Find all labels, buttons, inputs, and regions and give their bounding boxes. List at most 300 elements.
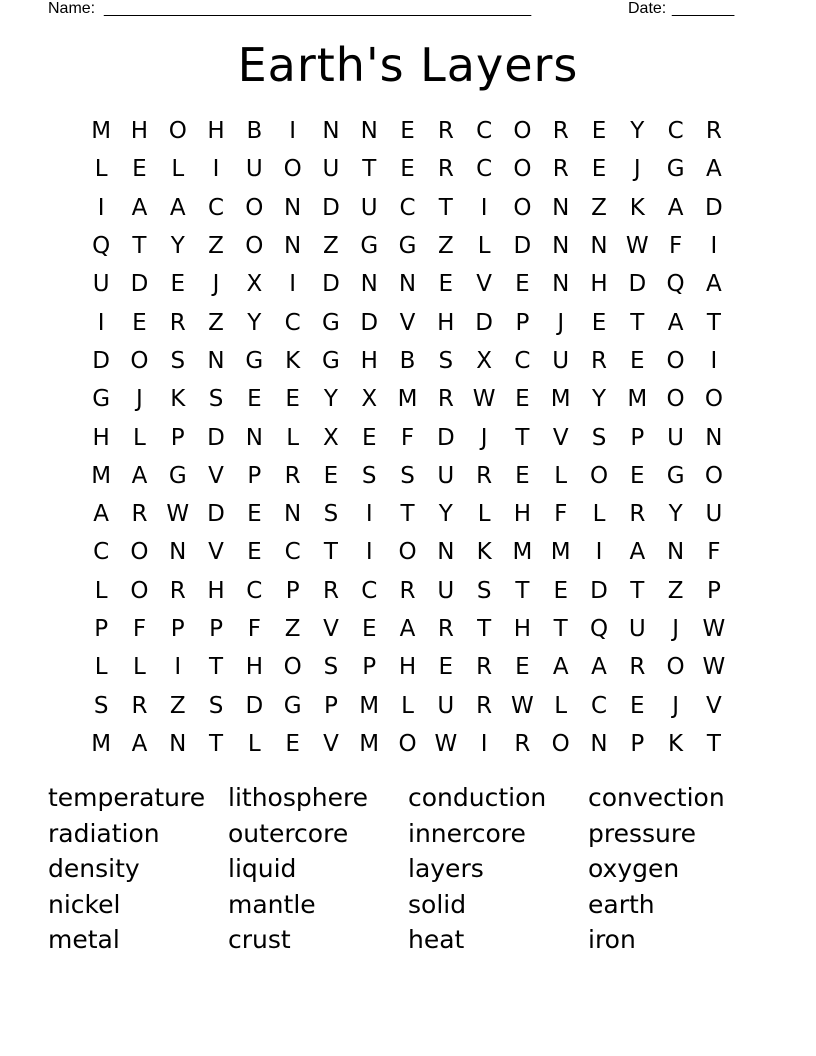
grid-letter[interactable]: V — [323, 616, 339, 642]
grid-letter[interactable]: V — [208, 462, 224, 489]
grid-letter[interactable]: S — [208, 692, 224, 719]
grid-letter[interactable]: G — [92, 386, 111, 413]
grid-letter[interactable]: S — [93, 692, 109, 719]
grid-letter[interactable]: Y — [438, 501, 453, 528]
grid-letter[interactable]: V — [476, 271, 492, 298]
grid-letter[interactable]: E — [515, 462, 530, 489]
grid-letter[interactable]: D — [322, 271, 340, 298]
grid-letter[interactable]: D — [436, 424, 455, 451]
grid-letter[interactable]: M — [91, 730, 112, 757]
grid-letter[interactable]: Z — [208, 233, 224, 260]
grid-letter[interactable]: A — [552, 654, 569, 681]
grid-letter[interactable]: G — [322, 309, 340, 336]
grid-letter[interactable]: Z — [208, 309, 224, 336]
grid-letter[interactable]: T — [706, 730, 721, 757]
grid-letter[interactable]: Q — [589, 616, 609, 642]
grid-letter[interactable]: A — [667, 309, 684, 336]
grid-letter[interactable]: C — [93, 539, 110, 566]
grid-letter[interactable]: I — [97, 309, 105, 336]
grid-letter[interactable]: C — [361, 577, 378, 604]
grid-letter[interactable]: A — [169, 194, 186, 221]
grid-letter[interactable]: P — [285, 577, 300, 604]
grid-letter[interactable]: X — [476, 347, 492, 374]
grid-letter[interactable]: D — [130, 271, 149, 298]
grid-letter[interactable]: E — [361, 424, 377, 451]
grid-letter[interactable]: D — [705, 194, 723, 221]
grid-letter[interactable]: Z — [169, 692, 186, 719]
grid-letter[interactable]: R — [437, 156, 454, 183]
grid-letter[interactable]: A — [706, 156, 722, 183]
grid-letter[interactable]: D — [207, 501, 225, 528]
grid-letter[interactable]: M — [512, 539, 533, 566]
grid-letter[interactable]: N — [552, 194, 570, 221]
grid-letter[interactable]: J — [212, 271, 220, 298]
grid-letter[interactable]: J — [672, 692, 679, 719]
word-bank-item: radiation — [48, 818, 160, 848]
grid-letter[interactable]: E — [323, 462, 339, 489]
grid-letter[interactable]: P — [630, 424, 645, 451]
grid-letter[interactable]: Y — [170, 233, 185, 260]
grid-letter[interactable]: U — [705, 501, 723, 528]
grid-letter[interactable]: E — [132, 156, 147, 183]
grid-letter[interactable]: L — [592, 501, 606, 528]
grid-letter[interactable]: H — [360, 347, 378, 374]
grid-letter[interactable]: S — [323, 501, 339, 528]
grid-letter[interactable]: U — [92, 271, 110, 298]
grid-letter[interactable]: I — [365, 501, 373, 528]
grid-letter[interactable]: N — [360, 271, 378, 298]
grid-letter[interactable]: N — [552, 271, 570, 298]
grid-letter[interactable]: T — [323, 539, 338, 566]
grid-letter[interactable]: I — [480, 194, 488, 221]
grid-letter[interactable]: L — [133, 424, 146, 451]
grid-letter[interactable]: I — [289, 118, 297, 145]
grid-letter[interactable]: V — [323, 730, 339, 757]
grid-letter[interactable]: L — [94, 156, 108, 183]
grid-letter[interactable]: R — [322, 577, 339, 604]
grid-letter[interactable]: H — [513, 616, 532, 642]
grid-letter[interactable]: W — [702, 616, 726, 642]
grid-letter[interactable]: E — [591, 156, 607, 183]
word-bank-item: innercore — [408, 818, 526, 848]
grid-letter[interactable]: P — [209, 616, 223, 642]
grid-letter[interactable]: R — [131, 501, 148, 528]
grid-letter[interactable]: H — [398, 654, 417, 681]
grid-letter[interactable]: H — [513, 501, 532, 528]
grid-letter[interactable]: P — [247, 462, 262, 489]
grid-letter[interactable]: T — [132, 233, 147, 260]
grid-letter[interactable]: T — [630, 577, 645, 604]
grid-letter[interactable]: Y — [630, 118, 645, 145]
grid-letter[interactable]: O — [704, 462, 723, 489]
grid-letter[interactable]: M — [359, 692, 380, 719]
grid-letter[interactable]: F — [247, 616, 261, 642]
grid-letter[interactable]: R — [476, 654, 493, 681]
grid-letter[interactable]: M — [91, 118, 112, 145]
grid-letter[interactable]: W — [472, 386, 496, 413]
grid-letter[interactable]: R — [437, 118, 454, 145]
grid-letter[interactable]: U — [245, 156, 263, 183]
grid-letter[interactable]: N — [169, 730, 187, 757]
grid-letter[interactable]: O — [589, 462, 609, 489]
grid-letter[interactable]: R — [591, 347, 607, 374]
grid-letter[interactable]: R — [284, 462, 301, 489]
grid-letter[interactable]: N — [437, 539, 455, 566]
grid-letter[interactable]: T — [477, 616, 492, 642]
word-bank-item: conduction — [408, 783, 547, 812]
date-blank-line[interactable]: _______ — [672, 0, 735, 17]
grid-letter[interactable]: W — [434, 730, 458, 757]
grid-letter[interactable]: U — [322, 156, 340, 183]
grid-letter[interactable]: D — [628, 271, 647, 298]
grid-letter[interactable]: K — [668, 730, 684, 757]
grid-letter[interactable]: E — [591, 309, 607, 336]
grid-letter[interactable]: D — [245, 692, 264, 719]
grid-letter[interactable]: E — [630, 347, 645, 374]
grid-letter[interactable]: I — [289, 271, 297, 298]
grid-letter[interactable]: G — [666, 462, 685, 489]
grid-letter[interactable]: N — [284, 501, 302, 528]
grid-letter[interactable]: S — [591, 424, 607, 451]
grid-letter[interactable]: O — [168, 118, 187, 145]
grid-letter[interactable]: D — [207, 424, 225, 451]
grid-letter[interactable]: Q — [92, 233, 111, 260]
grid-letter[interactable]: J — [480, 424, 488, 451]
grid-letter[interactable]: E — [438, 654, 454, 681]
grid-letter[interactable]: E — [247, 501, 262, 528]
grid-letter[interactable]: I — [595, 539, 603, 566]
grid-letter[interactable]: O — [513, 156, 532, 183]
grid-letter[interactable]: N — [284, 194, 302, 221]
grid-letter[interactable]: Y — [323, 386, 338, 413]
grid-letter[interactable]: R — [552, 118, 569, 145]
grid-letter[interactable]: E — [630, 462, 645, 489]
grid-letter[interactable]: U — [552, 347, 570, 374]
grid-letter[interactable]: R — [629, 654, 646, 681]
grid-letter[interactable]: L — [477, 233, 491, 260]
grid-letter[interactable]: G — [322, 347, 340, 374]
grid-letter[interactable]: V — [706, 692, 722, 719]
grid-letter[interactable]: E — [591, 118, 607, 145]
grid-letter[interactable]: T — [362, 156, 377, 183]
grid-letter[interactable]: Z — [323, 233, 339, 260]
grid-letter[interactable]: L — [94, 654, 108, 681]
grid-letter[interactable]: I — [710, 233, 718, 260]
grid-letter[interactable]: M — [359, 730, 380, 757]
grid-letter[interactable]: M — [550, 539, 571, 566]
grid-letter[interactable]: A — [131, 730, 148, 757]
word-bank-item: temperature — [48, 783, 206, 812]
grid-letter[interactable]: R — [437, 386, 454, 413]
word-bank-item: liquid — [228, 854, 297, 883]
grid-letter[interactable]: T — [630, 309, 645, 336]
grid-letter[interactable]: P — [706, 577, 721, 604]
grid-letter[interactable]: S — [476, 577, 492, 604]
grid-letter[interactable]: H — [245, 654, 263, 681]
grid-letter[interactable]: O — [513, 118, 532, 145]
grid-letter[interactable]: R — [476, 692, 493, 719]
grid-letter[interactable]: W — [625, 233, 649, 260]
grid-letter[interactable]: S — [438, 347, 454, 374]
grid-letter[interactable]: L — [477, 501, 491, 528]
grid-letter[interactable]: H — [207, 577, 225, 604]
word-bank-item: lithosphere — [228, 783, 369, 812]
grid-letter[interactable]: E — [438, 271, 454, 298]
grid-letter[interactable]: D — [475, 309, 493, 336]
grid-letter[interactable]: U — [667, 424, 685, 451]
grid-letter[interactable]: G — [245, 347, 264, 374]
grid-letter[interactable]: E — [515, 654, 530, 681]
grid-letter[interactable]: X — [323, 424, 339, 451]
grid-letter[interactable]: G — [360, 233, 379, 260]
grid-letter[interactable]: J — [557, 309, 565, 336]
grid-letter[interactable]: P — [323, 692, 338, 719]
grid-letter[interactable]: F — [554, 501, 568, 528]
grid-letter[interactable]: A — [591, 654, 607, 681]
grid-letter[interactable]: E — [132, 309, 147, 336]
grid-letter[interactable]: D — [590, 577, 608, 604]
grid-letter[interactable]: S — [170, 347, 186, 374]
grid-letter[interactable]: N — [705, 424, 723, 451]
grid-letter[interactable]: Z — [284, 616, 301, 642]
grid-letter[interactable]: O — [666, 386, 685, 413]
grid-letter[interactable]: J — [672, 616, 679, 642]
grid-letter[interactable]: E — [515, 386, 530, 413]
grid-letter[interactable]: W — [166, 501, 190, 528]
grid-letter[interactable]: O — [398, 539, 417, 566]
grid-letter[interactable]: O — [130, 577, 149, 604]
grid-letter[interactable]: H — [437, 309, 455, 336]
grid-letter[interactable]: H — [590, 271, 608, 298]
grid-letter[interactable]: C — [284, 539, 301, 566]
grid-letter[interactable]: E — [247, 539, 262, 566]
grid-letter[interactable]: C — [399, 194, 416, 221]
grid-letter[interactable]: N — [360, 118, 378, 145]
grid-letter[interactable]: U — [437, 692, 455, 719]
grid-letter[interactable]: C — [476, 118, 493, 145]
grid-letter[interactable]: R — [476, 462, 493, 489]
grid-letter[interactable]: N — [169, 539, 187, 566]
grid-letter[interactable]: T — [209, 654, 224, 681]
grid-letter[interactable]: R — [169, 577, 186, 604]
grid-letter[interactable]: O — [666, 347, 685, 374]
grid-letter[interactable]: O — [130, 347, 149, 374]
grid-letter[interactable]: M — [550, 386, 571, 413]
grid-letter[interactable]: N — [207, 347, 225, 374]
grid-letter[interactable]: A — [667, 194, 684, 221]
grid-letter[interactable]: N — [284, 233, 302, 260]
grid-letter[interactable]: I — [212, 156, 220, 183]
grid-letter[interactable]: V — [399, 309, 416, 336]
grid-letter[interactable]: Q — [666, 271, 685, 298]
grid-letter[interactable]: N — [552, 233, 570, 260]
grid-letter[interactable]: R — [629, 501, 646, 528]
grid-letter[interactable]: Z — [591, 194, 607, 221]
grid-letter[interactable]: C — [476, 156, 493, 183]
grid-letter[interactable]: K — [285, 347, 301, 374]
grid-letter[interactable]: Y — [591, 386, 607, 413]
grid-letter[interactable]: C — [667, 118, 684, 145]
grid-letter[interactable]: R — [552, 156, 569, 183]
grid-letter[interactable]: K — [476, 539, 492, 566]
grid-letter[interactable]: Z — [667, 577, 684, 604]
grid-letter[interactable]: I — [174, 654, 182, 681]
grid-letter[interactable]: O — [283, 156, 302, 183]
grid-letter[interactable]: T — [209, 730, 224, 757]
grid-letter[interactable]: R — [131, 692, 148, 719]
grid-letter[interactable]: M — [627, 386, 648, 413]
grid-letter[interactable]: O — [513, 194, 532, 221]
grid-letter[interactable]: N — [590, 233, 608, 260]
grid-letter[interactable]: E — [400, 156, 415, 183]
grid-letter[interactable]: N — [398, 271, 417, 298]
grid-letter[interactable]: E — [285, 730, 300, 757]
grid-letter[interactable]: L — [94, 577, 108, 604]
grid-letter[interactable]: E — [247, 386, 262, 413]
grid-letter[interactable]: G — [168, 462, 187, 489]
word-bank-item: iron — [588, 925, 636, 954]
grid-letter[interactable]: C — [284, 309, 301, 336]
grid-letter[interactable]: G — [283, 692, 302, 719]
grid-letter[interactable]: R — [514, 730, 531, 757]
name-blank-line[interactable]: ________________________________________________ — [104, 0, 532, 17]
grid-letter[interactable]: G — [666, 156, 685, 183]
grid-letter[interactable]: S — [208, 386, 224, 413]
grid-letter[interactable]: F — [707, 539, 721, 566]
grid-letter[interactable]: E — [630, 692, 645, 719]
grid-letter[interactable]: S — [400, 462, 415, 489]
grid-letter[interactable]: I — [480, 730, 488, 757]
grid-letter[interactable]: S — [323, 654, 339, 681]
grid-letter[interactable]: F — [668, 233, 683, 260]
grid-letter[interactable]: M — [397, 386, 418, 413]
grid-letter[interactable]: T — [515, 424, 530, 451]
grid-letter[interactable]: P — [94, 616, 109, 642]
grid-letter[interactable]: R — [705, 118, 722, 145]
grid-letter[interactable]: T — [706, 309, 721, 336]
grid-letter[interactable]: L — [247, 730, 261, 757]
grid-letter[interactable]: E — [285, 386, 300, 413]
grid-letter[interactable]: A — [399, 616, 416, 642]
grid-letter[interactable]: E — [515, 271, 530, 298]
grid-letter[interactable]: H — [130, 118, 149, 145]
grid-letter[interactable]: J — [136, 386, 143, 413]
grid-letter[interactable]: N — [666, 539, 685, 566]
grid-letter[interactable]: E — [361, 616, 377, 642]
grid-letter[interactable]: U — [360, 194, 378, 221]
grid-letter[interactable]: V — [552, 424, 569, 451]
grid-letter[interactable]: V — [208, 539, 224, 566]
grid-letter[interactable]: C — [590, 692, 608, 719]
grid-letter[interactable]: F — [400, 424, 415, 451]
grid-letter[interactable]: P — [170, 616, 185, 642]
grid-letter[interactable]: J — [633, 156, 641, 183]
word-bank-item: earth — [588, 889, 655, 919]
grid-letter[interactable]: C — [208, 194, 225, 221]
grid-letter[interactable]: N — [245, 424, 263, 451]
grid-letter[interactable]: L — [286, 424, 300, 451]
grid-letter[interactable]: T — [515, 577, 530, 604]
grid-letter[interactable]: M — [91, 462, 112, 489]
grid-letter[interactable]: F — [132, 616, 147, 642]
grid-letter[interactable]: O — [130, 539, 149, 566]
grid-letter[interactable]: B — [246, 118, 263, 145]
grid-letter[interactable]: I — [97, 194, 105, 221]
word-bank-item: layers — [408, 854, 484, 883]
grid-letter[interactable]: X — [246, 271, 263, 298]
grid-letter[interactable]: X — [361, 386, 378, 413]
grid-letter[interactable]: B — [399, 347, 416, 374]
grid-letter[interactable]: O — [245, 233, 264, 260]
grid-letter[interactable]: K — [629, 194, 645, 221]
grid-letter[interactable]: U — [437, 462, 455, 489]
grid-letter[interactable]: N — [590, 730, 608, 757]
grid-letter[interactable]: I — [710, 347, 718, 374]
grid-letter[interactable]: L — [171, 156, 185, 183]
grid-letter[interactable]: W — [511, 692, 534, 719]
grid-letter[interactable]: P — [515, 309, 530, 336]
grid-letter[interactable]: R — [169, 309, 186, 336]
grid-letter[interactable]: H — [92, 424, 110, 451]
grid-letter[interactable]: G — [398, 233, 417, 260]
grid-letter[interactable]: C — [246, 577, 263, 604]
grid-letter[interactable]: T — [400, 501, 415, 528]
grid-letter[interactable]: Z — [437, 233, 454, 260]
grid-letter[interactable]: D — [513, 233, 532, 260]
grid-letter[interactable]: K — [170, 386, 186, 413]
grid-letter[interactable]: T — [438, 194, 453, 221]
grid-letter[interactable]: A — [629, 539, 646, 566]
grid-letter[interactable]: L — [401, 692, 414, 719]
grid-letter[interactable]: N — [322, 118, 340, 145]
grid-letter[interactable]: A — [93, 501, 110, 528]
grid-letter[interactable]: C — [514, 347, 531, 374]
grid-letter[interactable]: A — [131, 194, 148, 221]
grid-letter[interactable]: I — [365, 539, 373, 566]
grid-letter[interactable]: O — [283, 654, 302, 681]
grid-letter[interactable]: R — [437, 616, 454, 642]
grid-letter[interactable]: O — [245, 194, 264, 221]
grid-letter[interactable]: P — [362, 654, 377, 681]
grid-letter[interactable]: A — [706, 271, 722, 298]
grid-letter[interactable]: D — [360, 309, 379, 336]
grid-letter[interactable]: L — [133, 654, 146, 681]
grid-letter[interactable]: Y — [668, 501, 683, 528]
grid-letter[interactable]: L — [554, 462, 568, 489]
grid-letter[interactable]: H — [207, 118, 225, 145]
grid-letter[interactable]: O — [398, 730, 417, 757]
grid-letter[interactable]: U — [437, 577, 455, 604]
grid-letter[interactable]: O — [666, 654, 685, 681]
grid-letter[interactable]: D — [322, 194, 340, 221]
grid-letter[interactable]: U — [628, 616, 646, 642]
grid-letter[interactable]: E — [400, 118, 415, 145]
grid-letter[interactable]: E — [170, 271, 186, 298]
grid-letter[interactable]: T — [553, 616, 568, 642]
grid-letter[interactable]: R — [399, 577, 416, 604]
grid-letter[interactable]: O — [551, 730, 570, 757]
grid-letter[interactable]: P — [630, 730, 645, 757]
grid-letter[interactable]: E — [553, 577, 568, 604]
grid-letter[interactable]: L — [554, 692, 568, 719]
grid-letter[interactable]: O — [704, 386, 723, 413]
grid-letter[interactable]: Y — [247, 309, 262, 336]
grid-letter[interactable]: S — [361, 462, 377, 489]
grid-letter[interactable]: W — [702, 654, 726, 681]
grid-letter[interactable]: A — [131, 462, 148, 489]
grid-letter[interactable]: P — [170, 424, 185, 451]
grid-letter[interactable]: D — [92, 347, 110, 374]
